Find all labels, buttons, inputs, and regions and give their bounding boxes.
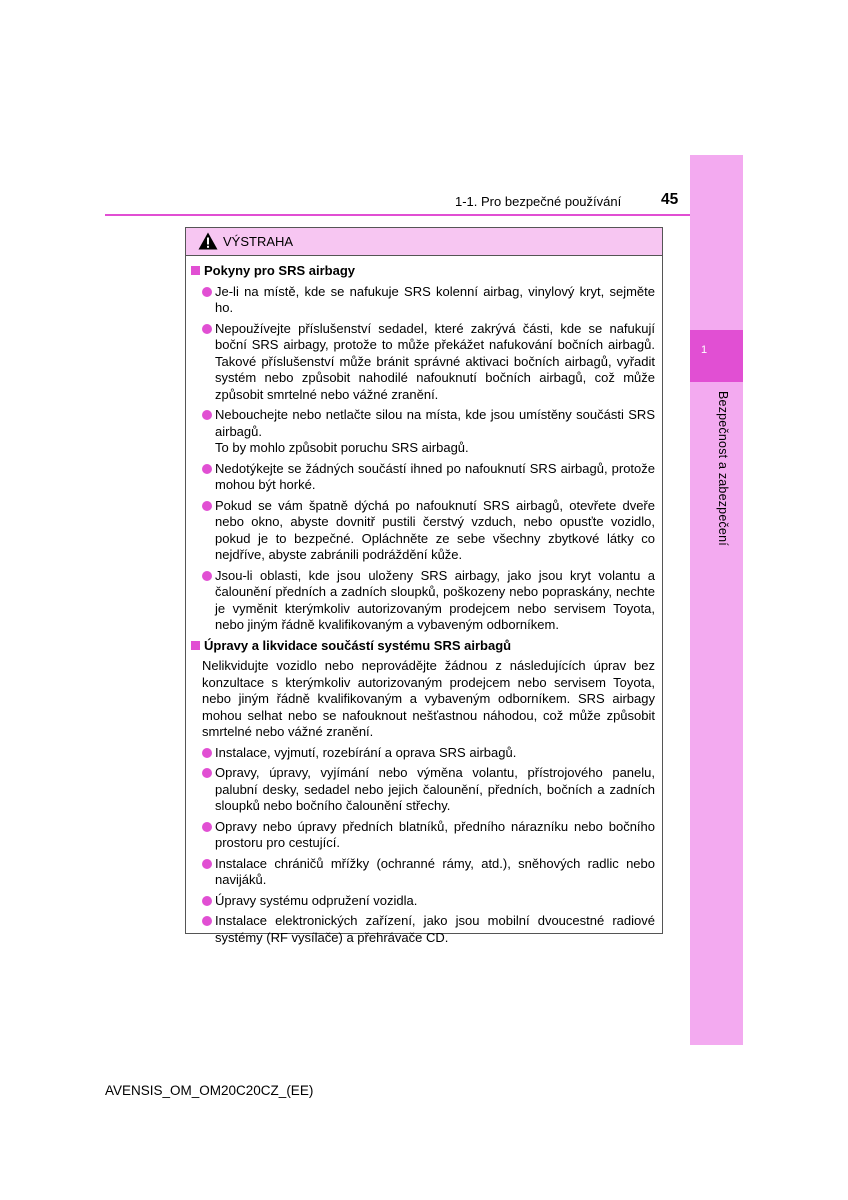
bullet-dot-icon xyxy=(202,822,212,832)
list-item-text: Jsou-li oblasti, kde jsou uloženy SRS airbagy, jako jsou kryt volantu a čalounění předních a zadních sloupků, poškozeny nebo popraskány, nechte je vyměnit kterýmkoliv autorizovaným prodejcem nebo servisem Toyota, nebo jiným řádně kvalifikovaným a vybaveným odborníkem. xyxy=(215,567,655,632)
list-item-note: To by mohlo způsobit poruchu SRS airbagů. xyxy=(215,440,469,455)
list-item-text: Instalace, vyjmutí, rozebírání a oprava SRS airbagů. xyxy=(215,744,517,760)
bullet-dot-icon xyxy=(202,748,212,758)
list-item-text: Opravy nebo úpravy předních blatníků, předního nárazníku nebo bočního prostoru pro cestující. xyxy=(215,818,655,850)
section-title: 1-1. Pro bezpečné používání xyxy=(455,194,622,209)
bullet-list xyxy=(190,745,658,947)
list-item-text: Instalace elektronických zařízení, jako jsou mobilní dvoucestné radiové systémy (RF vysílače) a přehrávače CD. xyxy=(215,913,655,945)
bullet-dot-icon xyxy=(202,896,212,906)
warning-body xyxy=(190,263,658,950)
warning-triangle-icon xyxy=(198,232,218,250)
list-item-text: Nebouchejte nebo netlačte silou na místa, kde jsou umístěny součásti SRS airbagů. xyxy=(215,407,655,439)
warning-header xyxy=(186,228,662,256)
section-heading-text: Pokyny pro SRS airbagy xyxy=(204,263,355,278)
list-item xyxy=(190,765,658,815)
list-item-text: Je-li na místě, kde se nafukuje SRS kolenní airbag, vinylový kryt, sejměte ho. xyxy=(215,283,655,315)
bullet-dot-icon xyxy=(202,287,212,297)
chapter-title: Bezpečnost a zabezpečení xyxy=(716,391,730,546)
bullet-list xyxy=(190,284,658,634)
chapter-number: 1 xyxy=(701,344,708,356)
bullet-dot-icon xyxy=(202,768,212,778)
bullet-dot-icon xyxy=(202,916,212,926)
list-item xyxy=(190,321,658,404)
list-item xyxy=(190,819,658,852)
bullet-dot-icon xyxy=(202,464,212,474)
bullet-dot-icon xyxy=(202,571,212,581)
list-item-text: Úpravy systému odpružení vozidla. xyxy=(215,892,418,908)
section-intro: Nelikvidujte vozidlo nebo neprovádějte žádnou z následujících úprav bez konzultace s kterýmkoliv autorizovaným prodejcem nebo servisem Toyota, nebo jiným řádně kvalifikovaným a vybaveným odborníkem. SRS airbagy mohou selhat nebo se nafouknout nešťastnou náhodou, což může způsobit smrtelné nebo vážné zranění. xyxy=(202,658,655,739)
list-item xyxy=(190,461,658,494)
list-item-text: Pokud se vám špatně dýchá po nafouknutí SRS airbagů, otevřete dveře nebo okno, abyste dovnitř pustili čerstvý vzduch, nebo opusťte vozidlo, pokud je to bezpečné. Opláchněte ze sebe všechny zbytkové látky co nejdříve, abyste zabránili podráždění kůže. xyxy=(215,497,655,562)
list-item-text: Nepoužívejte příslušenství sedadel, které zakrývá části, kde se nafukují boční SRS airbagy, protože to může překážet nafukování bočních airbagů. Takové příslušenství může bránit správné aktivaci bočních airbagů, vyřadit systém nebo způsobit nahodilé nafouknutí bočních airbagů, což může způsobit smrtelné nebo vážné zranění. xyxy=(215,320,655,402)
list-item xyxy=(190,745,658,762)
chapter-number-tab[interactable] xyxy=(690,330,743,382)
list-item xyxy=(190,284,658,317)
list-item xyxy=(190,407,658,457)
warning-label: VÝSTRAHA xyxy=(223,234,294,249)
bullet-dot-icon xyxy=(202,324,212,334)
page-number: 45 xyxy=(661,191,679,208)
bullet-dot-icon xyxy=(202,859,212,869)
header-divider xyxy=(105,214,690,216)
list-item xyxy=(190,913,658,946)
list-item xyxy=(190,856,658,889)
list-item-text: Instalace chráničů mřížky (ochranné rámy, atd.), sněhových radlic nebo navijáků. xyxy=(215,855,655,887)
list-item-text: Nedotýkejte se žádných součástí ihned po nafouknutí SRS airbagů, protože mohou být horké. xyxy=(215,460,655,492)
list-item-text: Opravy, úpravy, vyjímání nebo výměna volantu, přístrojového panelu, palubní desky, sedadel nebo jejich čalounění, předních, bočních a zadních sloupků nebo bočního čalounění střechy. xyxy=(215,765,655,813)
list-item xyxy=(190,568,658,634)
list-item xyxy=(190,893,658,910)
warning-box xyxy=(185,227,663,945)
square-bullet-icon xyxy=(191,641,200,650)
chapter-side-tab xyxy=(690,155,743,1045)
section-heading xyxy=(190,638,658,655)
bullet-dot-icon xyxy=(202,501,212,511)
section-heading-text: Úpravy a likvidace součástí systému SRS airbagů xyxy=(204,637,512,653)
bullet-dot-icon xyxy=(202,410,212,420)
list-item xyxy=(190,498,658,564)
document-code: AVENSIS_OM_OM20C20CZ_(EE) xyxy=(105,1083,314,1098)
square-bullet-icon xyxy=(191,266,200,275)
section-heading xyxy=(190,263,658,280)
